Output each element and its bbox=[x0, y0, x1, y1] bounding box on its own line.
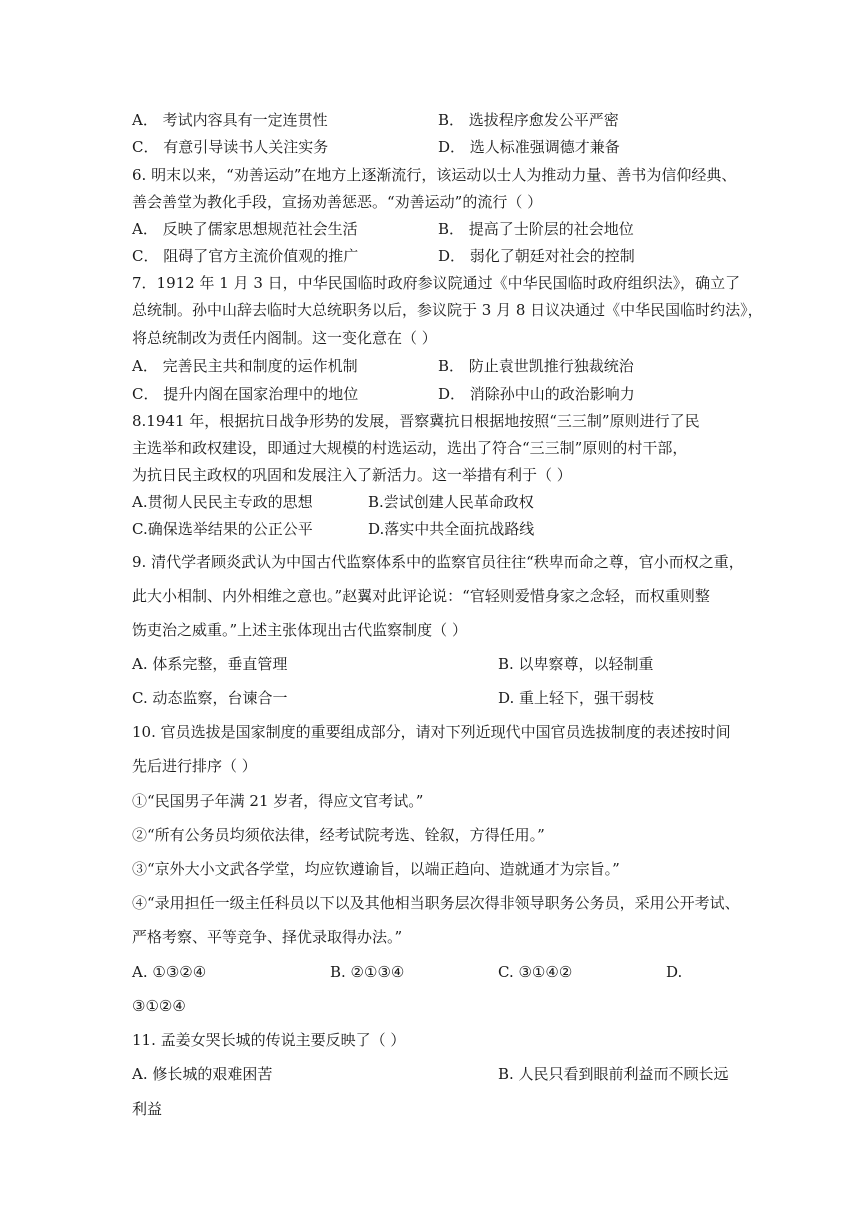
q7-stem-line-1: 7．1912 年 1 月 3 日，中华民国临时政府参议院通过《中华民国临时政府组织法》，确立了 bbox=[132, 274, 741, 292]
q8-stem-line-1: 8.1941 年，根据抗日战争形势的发展，晋察冀抗日根据地按照“三三制”原则进行了民 bbox=[132, 412, 700, 430]
q11-option-a: A. 修长城的艰难困苦 bbox=[132, 1065, 273, 1083]
q10-option-b: B. ②①③④ bbox=[330, 963, 405, 981]
q6-stem-line-2: 善会善堂为教化手段，宣扬劝善惩恶。“劝善运动”的流行（ ） bbox=[132, 193, 543, 211]
q9-stem-line-3: 饬吏治之威重。”上述主张体现出古代监察制度（ ） bbox=[132, 621, 467, 639]
q10-stem-line-2: 先后进行排序（ ） bbox=[132, 757, 257, 775]
q9-option-d: D. 重上轻下，强干弱枝 bbox=[498, 689, 655, 707]
q10-item-3: ③“京外大小文武各学堂，均应钦遵谕旨，以端正趋向、造就通才为宗旨。” bbox=[132, 860, 620, 878]
q11-option-b-continued: 利益 bbox=[132, 1100, 163, 1118]
q10-option-c: C. ③①④② bbox=[498, 963, 573, 981]
q9-stem-line-2: 此大小相制、内外相维之意也。”赵翼对此评论说：“官轻则爱惜身家之念轻，而权重则整 bbox=[132, 587, 710, 605]
q6-option-b: B． 提高了士阶层的社会地位 bbox=[438, 220, 634, 238]
q7-stem-line-2: 总统制。孙中山辞去临时大总统职务以后，参议院于 3 月 8 日议决通过《中华民国临时约法》， bbox=[132, 301, 763, 319]
q5-option-d: D． 选人标准强调德才兼备 bbox=[438, 138, 620, 156]
q9-option-b: B. 以卑察尊，以轻制重 bbox=[498, 655, 654, 673]
q10-option-d: D. bbox=[666, 963, 683, 981]
q6-option-d: D． 弱化了朝廷对社会的控制 bbox=[438, 247, 635, 265]
q6-stem-line-1: 6. 明末以来，“劝善运动”在地方上逐渐流行，该运动以士人为推动力量、善书为信仰经典、 bbox=[132, 166, 737, 184]
q10-stem-line-1: 10. 官员选拔是国家制度的重要组成部分，请对下列近现代中国官员选拔制度的表述按时间 bbox=[132, 723, 731, 741]
q7-option-b: B． 防止袁世凯推行独裁统治 bbox=[438, 357, 634, 375]
q7-option-a: A． 完善民主共和制度的运作机制 bbox=[132, 357, 358, 375]
q10-item-4-line-1: ④“录用担任一级主任科员以下以及其他相当职务层次得非领导职务公务员，采用公开考试、 bbox=[132, 894, 740, 912]
q8-stem-line-2: 主选举和政权建设，即通过大规模的村选运动，选出了符合“三三制”原则的村干部， bbox=[132, 439, 688, 457]
q10-item-4-line-2: 严格考察、平等竞争、择优录取得办法。” bbox=[132, 928, 403, 946]
q8-stem-line-3: 为抗日民主政权的巩固和发展注入了新活力。这一举措有利于（ ） bbox=[132, 466, 572, 484]
q7-stem-line-3: 将总统制改为责任内阁制。这一变化意在（ ） bbox=[132, 329, 437, 347]
q10-item-1: ①“民国男子年满 21 岁者，得应文官考试。” bbox=[132, 792, 424, 810]
q10-item-2: ②“所有公务员均须依法律，经考试院考选、铨叙，方得任用。” bbox=[132, 826, 545, 844]
q8-option-a: A.贯彻人民民主专政的思想 bbox=[132, 493, 313, 511]
q8-option-c: C.确保选举结果的公正公平 bbox=[132, 520, 313, 538]
q5-option-b: B． 选拔程序愈发公平严密 bbox=[438, 111, 619, 129]
q8-option-b: B.尝试创建人民革命政权 bbox=[368, 493, 534, 511]
q6-option-c: C． 阻碍了官方主流价值观的推广 bbox=[132, 247, 359, 265]
q11-stem-line-1: 11. 孟姜女哭长城的传说主要反映了（ ） bbox=[132, 1031, 406, 1049]
q8-option-d: D.落实中共全面抗战路线 bbox=[368, 520, 535, 538]
q9-option-c: C. 动态监察，台谏合一 bbox=[132, 689, 288, 707]
q7-option-c: C． 提升内阁在国家治理中的地位 bbox=[132, 385, 359, 403]
q9-stem-line-1: 9. 清代学者顾炎武认为中国古代监察体系中的监察官员往往“秩卑而命之尊，官小而权之重， bbox=[132, 553, 744, 571]
q10-option-a: A. ①③②④ bbox=[132, 963, 207, 981]
q5-option-c: C． 有意引导读书人关注实务 bbox=[132, 138, 329, 156]
q10-option-d-continued: ③①②④ bbox=[132, 997, 186, 1015]
q9-option-a: A. 体系完整，垂直管理 bbox=[132, 655, 288, 673]
q7-option-d: D． 消除孙中山的政治影响力 bbox=[438, 385, 635, 403]
q6-option-a: A． 反映了儒家思想规范社会生活 bbox=[132, 220, 358, 238]
q5-option-a: A． 考试内容具有一定连贯性 bbox=[132, 111, 328, 129]
q11-option-b: B. 人民只看到眼前利益而不顾长远 bbox=[498, 1065, 729, 1083]
